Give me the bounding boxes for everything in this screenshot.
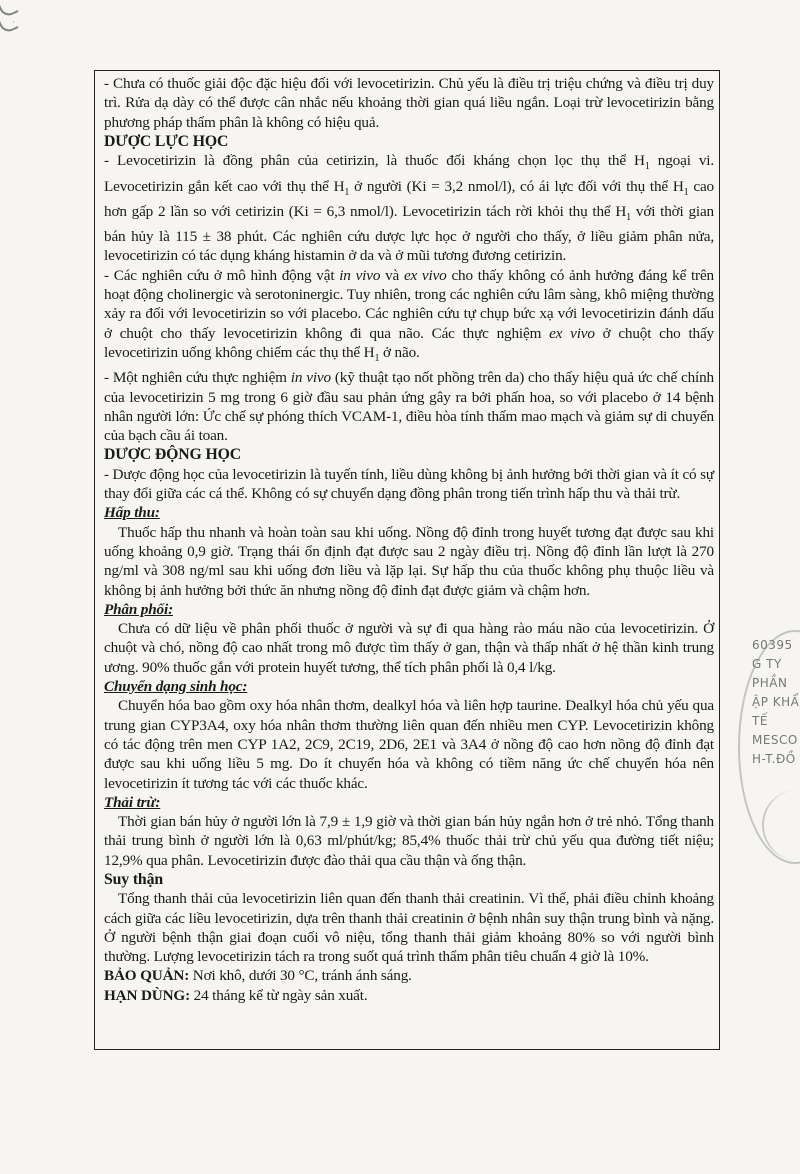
stamp-line: G TY: [752, 657, 782, 671]
distribution-paragraph: Chưa có dữ liệu về phân phối thuốc ở người và sự đi qua hàng rào máu não của levocetirizin. Ở chuột và chó, nồng độ cao nhất trong mô được tìm thấy ở gan, thận và thấp nhất ở hệ thần kinh trung ương. 90% thuốc gắn với protein huyết tương, thể tích phân phối là 0,4 l/kg.: [104, 620, 714, 676]
metabolism-heading: Chuyển dạng sinh học:: [104, 678, 248, 696]
pharmacokinetics-heading: DƯỢC ĐỘNG HỌC: [104, 446, 241, 464]
company-stamp-text: [752, 636, 800, 769]
text: và: [380, 266, 404, 284]
leaflet-content: [104, 74, 714, 1005]
italic-term: in vivo: [339, 266, 381, 284]
italic-term: ex vivo: [549, 324, 595, 342]
overdose-paragraph: - Chưa có thuốc giải độc đặc hiệu đối với levocetirizin. Chủ yếu là điều trị triệu chứng và điều trị duy trì. Rửa dạ dày có thể được cân nhắc nếu khoảng thời gian quá liều ngắn. Loại trừ levocetirizin bằng phương pháp thẩm phân là không có hiệu quả.: [104, 75, 714, 131]
pharmacokinetics-intro: - Dược động học của levocetirizin là tuyến tính, liều dùng không bị ảnh hưởng bởi thời gian và ít có sự thay đổi giữa các cá thể. Không có sự chuyển dạng đồng phân trong tiến trình hấp thu và thải trừ.: [104, 465, 714, 503]
absorption-paragraph: Thuốc hấp thu nhanh và hoàn toàn sau khi uống. Nồng độ đỉnh trong huyết tương đạt được sau khi uống khoảng 0,9 giờ. Trạng thái ổn định đạt được sau 2 ngày điều trị. Nồng độ đỉnh lần lượt là 270 ng/ml và 308 ng/ml sau khi uống đơn liều và lặp lại. Sự hấp thu của thuốc không phụ thuộc liều và không bị ảnh hưởng bởi thức ăn nhưng nồng độ đỉnh đạt được giảm và chậm hơn.: [104, 523, 714, 599]
pharmacodynamics-heading: DƯỢC LỰC HỌC: [104, 132, 229, 150]
pharmacodynamics-p1: - Levocetirizin là đồng phân của cetirizin, là thuốc đối kháng chọn lọc thụ thể $H_1$ ngoại vi. Levocetirizin gắn kết cao với thụ thể $H_1$ ở người (Ki = 3,2 nmol/l), có ái lực đối với thụ thể $H_1$ cao hơn gấp 2 lần so với cetirizin (Ki = 6,3 nmol/l). Levocetirizin tách rời khỏi thụ thể $H_1$ với thời gian bán hủy là 115 ± 38 phút. Các nghiên cứu dược lực học ở người cho thấy, ở liều giảm phân nửa, levocetirizin có tác dụng kháng histamin ở da và ở mũi tương đương cetirizin.: [104, 152, 714, 265]
storage-text: Nơi khô, dưới 30 °C, tránh ánh sáng.: [189, 967, 412, 985]
stamp-line: PHẦN: [752, 676, 788, 690]
stamp-line: ẬP KHẨ: [752, 695, 800, 709]
text: - Một nghiên cứu thực nghiệm: [104, 369, 291, 387]
scan-speck: ·: [12, 18, 15, 28]
text: ở chuột cho thấy levocetirizin uống không chiếm các thụ thể $H_1$ ở não.: [104, 324, 714, 364]
metabolism-paragraph: Chuyển hóa bao gồm oxy hóa nhân thơm, dealkyl hóa và liên hợp taurine. Dealkyl hóa chủ yếu qua trung gian CYP3A4, oxy hóa nhân thơm thường liên quan đến nhiều men CYP. Levocetirizin không có tác động trên men CYP 1A2, 2C9, 2C19, 2D6, 2E1 và 3A4 ở nồng độ cao hơn nồng độ đỉnh đạt được sau khi uống liều 5 mg. Do ít chuyển hóa và không có tiềm năng ức chế chuyển hóa nên levocetirizin ít tương tác với các thuốc khác.: [104, 697, 714, 792]
italic-term: in vivo: [290, 369, 331, 387]
stamp-line: 60395: [752, 638, 793, 652]
text: cho thấy không có ảnh hưởng đáng kể trên hoạt động cholinergic và serotoninergic. Tuy nhiên, trong các nghiên cứu lâm sàng, khô miệng thường xảy ra đối với levocetirizin so với placebo. Các nghiên cứu tự chụp bức xạ với levocetirizin đánh dấu ở chuột cho thấy levocetirizin không đi qua não. Các thực nghiệm: [104, 266, 714, 342]
absorption-heading: Hấp thu:: [104, 504, 160, 522]
text: - Các nghiên cứu ở mô hình động vật: [104, 266, 340, 284]
text: (kỹ thuật tạo nốt phồng trên da) cho thấy hiệu quả ức chế chính của levocetirizin 5 mg trong 6 giờ đầu sau phản ứng gây ra bởi phấn hoa, so với placebo ở 14 bệnh nhân người lớn: Ức chế sự phóng thích VCAM-1, điều hòa tính thấm mao mạch và giảm sự di chuyển của bạch cầu ái toan.: [104, 369, 715, 445]
shelf-life-text: 24 tháng kể từ ngày sản xuất.: [189, 986, 368, 1004]
stamp-line: H-T.ĐỒ: [752, 752, 796, 766]
pharmacodynamics-p2: [104, 266, 714, 369]
shelf-life-label: HẠN DÙNG:: [104, 986, 190, 1004]
elimination-heading: Thải trừ:: [104, 793, 161, 811]
distribution-heading: Phân phối:: [104, 600, 173, 618]
hole-punch-mark: [0, 13, 19, 34]
elimination-paragraph: Thời gian bán hủy ở người lớn là 7,9 ± 1,9 giờ và thời gian bán hủy ngắn hơn ở trẻ nhỏ. Tổng thanh thải trung bình ở người lớn là 0,63 ml/phút/kg; 85,4% thuốc thải trừ chủ yếu qua đường tiết niệu; 12,9% qua phân. Levocetirizin được đào thải qua cầu thận và ống thận.: [104, 813, 714, 869]
shelf-life-line: [104, 986, 714, 1005]
storage-label: BẢO QUẢN:: [104, 967, 190, 985]
stamp-line: TẾ: [752, 714, 768, 728]
stamp-line: MESCO: [752, 733, 798, 747]
italic-term: ex vivo: [403, 266, 447, 284]
renal-impairment-heading: Suy thận: [104, 871, 163, 888]
renal-impairment-paragraph: Tổng thanh thải của levocetirizin liên quan đến thanh thải creatinin. Vì thế, phải điều chỉnh khoảng cách giữa các liều levocetirizin, dựa trên thanh thải creatinin ở bệnh nhân suy thận trung bình và nặng. Ở người bệnh thận giai đoạn cuối vô niệu, tổng thanh thải giảm khoảng 80% so với người bình thường. Lượng levocetirizin tách ra trong suốt quá trình thẩm phân tiêu chuẩn 4 giờ là 10%.: [104, 890, 714, 966]
storage-line: [104, 966, 714, 985]
pharmacodynamics-p3: [104, 368, 714, 445]
